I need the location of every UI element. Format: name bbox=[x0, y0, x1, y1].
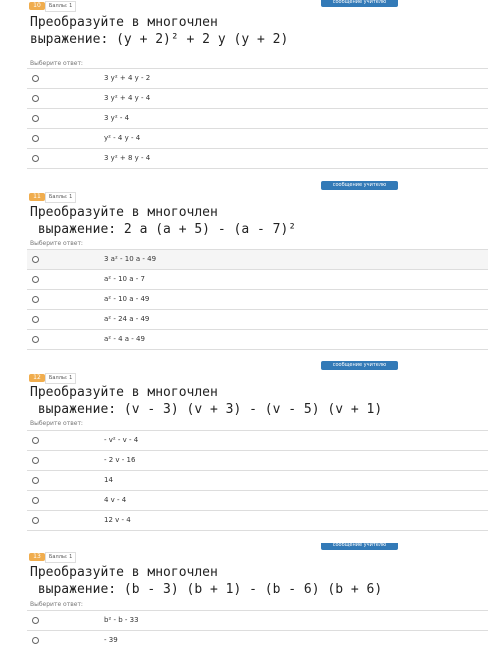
answer-option[interactable] bbox=[27, 631, 488, 650]
question-title bbox=[30, 14, 288, 48]
answer-list bbox=[27, 610, 488, 650]
question-number-badge: 13 bbox=[29, 553, 45, 561]
answer-option[interactable] bbox=[27, 511, 488, 531]
radio-button[interactable] bbox=[32, 256, 39, 263]
question-block-2 bbox=[0, 183, 488, 364]
answer-list bbox=[27, 249, 488, 350]
question-title-line-1: Преобразуйте в многочлен bbox=[30, 385, 218, 400]
answer-option[interactable] bbox=[27, 69, 488, 89]
answer-text: 4 v - 4 bbox=[104, 496, 127, 504]
choose-answer-hint: Выберите ответ: bbox=[30, 601, 83, 608]
question-title-line-1: Преобразуйте в многочлен bbox=[30, 15, 218, 30]
answer-option[interactable] bbox=[27, 89, 488, 109]
radio-button[interactable] bbox=[32, 437, 39, 444]
radio-button[interactable] bbox=[32, 637, 39, 644]
answer-option[interactable] bbox=[27, 310, 488, 330]
points-label: Баллы: 1 bbox=[45, 552, 76, 563]
radio-button[interactable] bbox=[32, 95, 39, 102]
answer-option[interactable] bbox=[27, 431, 488, 451]
answer-list bbox=[27, 68, 488, 169]
choose-answer-hint: Выберите ответ: bbox=[30, 240, 83, 247]
radio-button[interactable] bbox=[32, 155, 39, 162]
answer-text: - 39 bbox=[104, 636, 118, 644]
radio-button[interactable] bbox=[32, 617, 39, 624]
answer-option[interactable] bbox=[27, 270, 488, 290]
answer-text: 3 y² - 4 bbox=[104, 114, 130, 122]
radio-button[interactable] bbox=[32, 477, 39, 484]
question-title bbox=[30, 564, 382, 598]
question-block-1 bbox=[0, 0, 488, 181]
radio-button[interactable] bbox=[32, 135, 39, 142]
question-block-3 bbox=[0, 363, 488, 544]
radio-button[interactable] bbox=[32, 497, 39, 504]
answer-text: 3 a² - 10 a - 49 bbox=[104, 255, 157, 263]
answer-option[interactable] bbox=[27, 611, 488, 631]
question-title-line-1: Преобразуйте в многочлен bbox=[30, 205, 218, 220]
answer-option[interactable] bbox=[27, 109, 488, 129]
radio-button[interactable] bbox=[32, 457, 39, 464]
question-title-line-2: выражение: 2 a (a + 5) - (a - 7)² bbox=[30, 222, 297, 237]
answer-text: a² - 24 a - 49 bbox=[104, 315, 150, 323]
question-title bbox=[30, 204, 296, 238]
answer-text: 3 y² + 4 y - 2 bbox=[104, 74, 151, 82]
answer-text: b² - b - 33 bbox=[104, 616, 139, 624]
radio-button[interactable] bbox=[32, 296, 39, 303]
choose-answer-hint: Выберите ответ: bbox=[30, 420, 83, 427]
message-teacher-button[interactable]: сообщение учителю bbox=[321, 361, 398, 370]
message-teacher-button[interactable]: сообщение учителю bbox=[321, 181, 398, 190]
answer-option[interactable] bbox=[27, 330, 488, 350]
answer-text: a² - 10 a - 49 bbox=[104, 295, 150, 303]
question-title-line-2: выражение: (v - 3) (v + 3) - (v - 5) (v + 1) bbox=[30, 402, 383, 417]
answer-list bbox=[27, 430, 488, 531]
question-block-4 bbox=[0, 543, 488, 650]
answer-option[interactable] bbox=[27, 129, 488, 149]
points-label: Баллы: 1 bbox=[45, 1, 76, 12]
points-label: Баллы: 1 bbox=[45, 373, 76, 384]
question-title bbox=[30, 384, 382, 418]
question-number-badge: 11 bbox=[29, 193, 45, 201]
answer-option[interactable] bbox=[27, 250, 488, 270]
radio-button[interactable] bbox=[32, 115, 39, 122]
question-title-line-1: Преобразуйте в многочлен bbox=[30, 565, 218, 580]
radio-button[interactable] bbox=[32, 75, 39, 82]
answer-text: 3 y² + 4 y - 4 bbox=[104, 94, 151, 102]
answer-text: - v² - v - 4 bbox=[104, 436, 139, 444]
points-label: Баллы: 1 bbox=[45, 192, 76, 203]
answer-option[interactable] bbox=[27, 491, 488, 511]
answer-text: - 2 v - 16 bbox=[104, 456, 136, 464]
answer-option[interactable] bbox=[27, 471, 488, 491]
choose-answer-hint: Выберите ответ: bbox=[30, 60, 83, 67]
answer-text: 12 v - 4 bbox=[104, 516, 131, 524]
answer-option[interactable] bbox=[27, 149, 488, 169]
answer-option[interactable] bbox=[27, 451, 488, 471]
answer-text: a² - 10 a - 7 bbox=[104, 275, 145, 283]
message-teacher-button[interactable]: сообщение учителю bbox=[321, 0, 398, 7]
radio-button[interactable] bbox=[32, 316, 39, 323]
radio-button[interactable] bbox=[32, 276, 39, 283]
answer-text: 14 bbox=[104, 476, 113, 484]
answer-text: a² - 4 a - 49 bbox=[104, 335, 145, 343]
question-number-badge: 12 bbox=[29, 374, 45, 382]
message-teacher-button[interactable]: сообщение учителю bbox=[321, 543, 398, 550]
question-number-badge: 10 bbox=[29, 2, 45, 10]
answer-text: y² - 4 y - 4 bbox=[104, 134, 141, 142]
answer-option[interactable] bbox=[27, 290, 488, 310]
question-title-line-2: выражение: (b - 3) (b + 1) - (b - 6) (b + 6) bbox=[30, 582, 383, 597]
answer-text: 3 y² + 8 y - 4 bbox=[104, 154, 151, 162]
radio-button[interactable] bbox=[32, 336, 39, 343]
question-title-line-2: выражение: (y + 2)² + 2 y (y + 2) bbox=[30, 32, 289, 47]
radio-button[interactable] bbox=[32, 517, 39, 524]
